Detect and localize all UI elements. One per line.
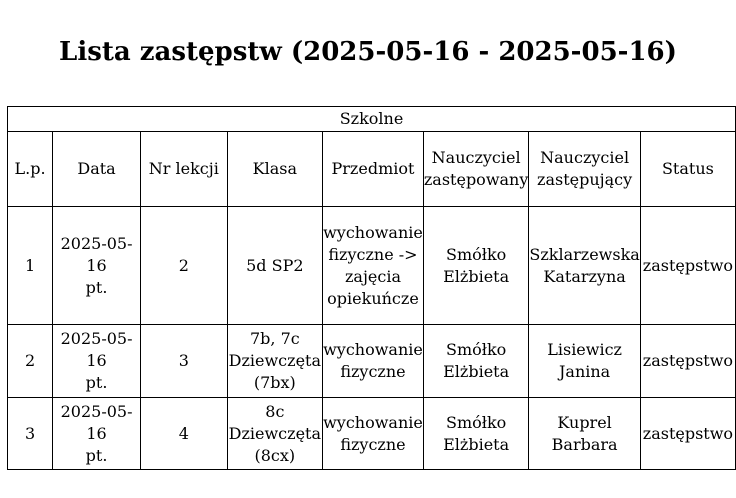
cell-lp: 1 [8, 207, 53, 325]
column-header-nauczyciel-zastepujacy: Nauczyciel zastępujący [529, 132, 640, 207]
cell-klasa: 5d SP2 [227, 207, 323, 325]
cell-nr-lekcji: 4 [141, 398, 228, 470]
cell-lp: 3 [8, 398, 53, 470]
column-header-przedmiot: Przedmiot [323, 132, 424, 207]
cell-nauczyciel-zastepowany: Smółko Elżbieta [423, 207, 529, 325]
cell-status: zastępstwo [640, 207, 735, 325]
cell-data: 2025-05-16 pt. [53, 325, 141, 398]
column-header-data: Data [53, 132, 141, 207]
substitutions-table [7, 106, 736, 470]
cell-przedmiot: wychowanie fizyczne [323, 398, 424, 470]
cell-status: zastępstwo [640, 325, 735, 398]
column-header-lp: L.p. [8, 132, 53, 207]
cell-nr-lekcji: 2 [141, 207, 228, 325]
cell-klasa: 8c Dziewczęta (8cx) [227, 398, 323, 470]
column-header-status: Status [640, 132, 735, 207]
column-header-nauczyciel-zastepowany: Nauczyciel zastępowany [423, 132, 529, 207]
cell-nauczyciel-zastepujacy: Kuprel Barbara [529, 398, 640, 470]
cell-nauczyciel-zastepowany: Smółko Elżbieta [423, 398, 529, 470]
cell-data: 2025-05-16 pt. [53, 398, 141, 470]
page-title: Lista zastępstw (2025-05-16 - 2025-05-16) [59, 37, 677, 67]
cell-nauczyciel-zastepujacy: Szklarzewska Katarzyna [529, 207, 640, 325]
cell-data: 2025-05-16 pt. [53, 207, 141, 325]
cell-nauczyciel-zastepowany: Smółko Elżbieta [423, 325, 529, 398]
table-row [8, 398, 736, 470]
column-header-nr-lekcji: Nr lekcji [141, 132, 228, 207]
cell-lp: 2 [8, 325, 53, 398]
table-row [8, 207, 736, 325]
cell-status: zastępstwo [640, 398, 735, 470]
column-header-klasa: Klasa [227, 132, 323, 207]
cell-klasa: 7b, 7c Dziewczęta (7bx) [227, 325, 323, 398]
column-header-row [8, 132, 736, 207]
cell-nauczyciel-zastepujacy: Lisiewicz Janina [529, 325, 640, 398]
cell-przedmiot: wychowanie fizyczne [323, 325, 424, 398]
cell-nr-lekcji: 3 [141, 325, 228, 398]
section-header: Szkolne [8, 107, 736, 132]
table-row [8, 325, 736, 398]
cell-przedmiot: wychowanie fizyczne -> zajęcia opiekuńcze [323, 207, 424, 325]
